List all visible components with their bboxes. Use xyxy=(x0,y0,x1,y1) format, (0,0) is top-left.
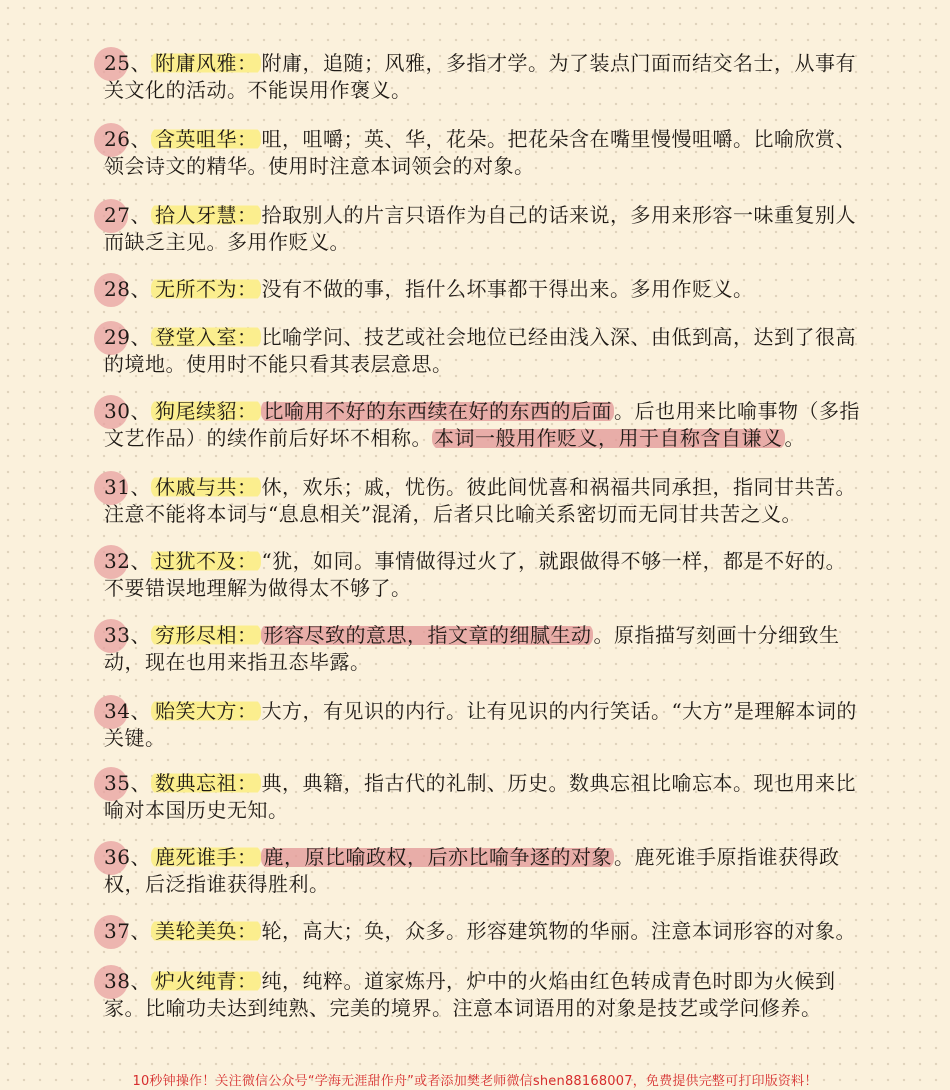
entry-number: 33 xyxy=(104,623,131,647)
idiom-entry xyxy=(104,324,864,378)
idiom-paragraph xyxy=(104,918,864,945)
idiom-definition: 附庸，追随；风雅，多指才学。为了装点门面而结交名士，从事有关文化的活动。不能误用作褒义。 xyxy=(104,51,856,102)
highlighted-definition: 比喻用不好的东西续在好的东西的后面 xyxy=(263,399,612,423)
idiom-paragraph xyxy=(104,844,864,898)
idiom-definition: 。后也用来比喻事物（多指文艺作品）的续作前后好坏不相称。 xyxy=(104,399,860,450)
footer-notice: 10秒钟操作！关注微信公众号“学海无涯甜作舟”或者添加樊老师微信shen88168007，免费提供完整可打印版资料！ xyxy=(132,1074,818,1089)
idiom-paragraph xyxy=(104,698,864,752)
idiom-term: 拾人牙慧： xyxy=(151,203,262,227)
entry-number: 30 xyxy=(104,399,131,423)
idiom-term: 鹿死谁手： xyxy=(151,845,262,869)
idiom-entry xyxy=(104,844,864,898)
entry-separator: 、 xyxy=(130,623,151,647)
entry-number: 27 xyxy=(104,203,131,227)
idiom-term: 穷形尽相： xyxy=(151,623,262,647)
idiom-paragraph xyxy=(104,398,864,452)
entry-separator: 、 xyxy=(130,203,151,227)
entry-separator: 、 xyxy=(130,51,151,75)
entry-separator: 、 xyxy=(130,475,151,499)
idiom-paragraph xyxy=(104,474,864,528)
idiom-definition: “犹，如同。事情做得过火了，就跟做得不够一样，都是不好的。不要错误地理解为做得太不够了。 xyxy=(104,549,847,600)
idiom-term: 含英咀华： xyxy=(151,127,262,151)
entry-number: 31 xyxy=(104,475,131,499)
idiom-entry xyxy=(104,770,864,824)
entry-separator: 、 xyxy=(130,969,151,993)
idiom-entry xyxy=(104,50,864,104)
idiom-definition: 。 xyxy=(784,426,805,450)
idiom-entry xyxy=(104,698,864,752)
idiom-term: 附庸风雅： xyxy=(151,51,262,75)
idiom-paragraph xyxy=(104,50,864,104)
idiom-definition: 大方，有见识的内行。让有见识的内行笑话。“大方”是理解本词的关键。 xyxy=(104,699,857,750)
entry-number: 38 xyxy=(104,969,131,993)
idiom-paragraph xyxy=(104,202,864,256)
entry-separator: 、 xyxy=(130,549,151,573)
idiom-paragraph xyxy=(104,276,864,303)
idiom-term: 贻笑大方： xyxy=(151,699,262,723)
idiom-entry xyxy=(104,276,864,303)
entry-separator: 、 xyxy=(130,127,151,151)
idiom-entry xyxy=(104,548,864,602)
entry-separator: 、 xyxy=(130,771,151,795)
idiom-definition: 没有不做的事，指什么坏事都干得出来。多用作贬义。 xyxy=(261,277,754,301)
entry-number: 32 xyxy=(104,549,131,573)
idiom-term: 数典忘祖： xyxy=(151,771,262,795)
idiom-term: 无所不为： xyxy=(151,277,262,301)
idiom-entry xyxy=(104,398,864,452)
entry-number: 36 xyxy=(104,845,131,869)
entry-separator: 、 xyxy=(130,277,151,301)
highlighted-definition: 形容尽致的意思，指文章的细腻生动 xyxy=(263,623,592,647)
idiom-entry xyxy=(104,202,864,256)
idiom-paragraph xyxy=(104,324,864,378)
idiom-definition: 轮，高大；奂，众多。形容建筑物的华丽。注意本词形容的对象。 xyxy=(261,919,856,943)
idiom-term: 休戚与共： xyxy=(151,475,262,499)
entry-number: 28 xyxy=(104,277,131,301)
idiom-entry xyxy=(104,918,864,945)
entry-separator: 、 xyxy=(130,699,151,723)
idiom-definition: 比喻学问、技艺或社会地位已经由浅入深、由低到高，达到了很高的境地。使用时不能只看其表层意思。 xyxy=(104,325,856,376)
entry-separator: 、 xyxy=(130,919,151,943)
highlighted-definition: 鹿，原比喻政权，后亦比喻争逐的对象 xyxy=(263,845,612,869)
idiom-definition: 休，欢乐；戚，忧伤。彼此间忧喜和祸福共同承担，指同甘共苦。注意不能将本词与“息息相关”混淆，后者只比喻关系密切而无同甘共苦之义。 xyxy=(104,475,856,526)
idiom-definition: 。原指描写刻画十分细致生动，现在也用来指丑态毕露。 xyxy=(104,623,840,674)
entry-separator: 、 xyxy=(130,325,151,349)
entry-number: 37 xyxy=(104,919,131,943)
idiom-paragraph xyxy=(104,548,864,602)
entry-number: 29 xyxy=(104,325,131,349)
idiom-paragraph xyxy=(104,126,864,180)
idiom-term: 过犹不及： xyxy=(151,549,262,573)
idiom-entry xyxy=(104,968,864,1022)
idiom-term: 登堂入室： xyxy=(151,325,262,349)
idiom-entry xyxy=(104,126,864,180)
highlighted-definition: 本词一般用作贬义，用于自称含自谦义 xyxy=(434,426,783,450)
idiom-definition: 咀，咀嚼；英、华，花朵。把花朵含在嘴里慢慢咀嚼。比喻欣赏、领会诗文的精华。使用时注意本词领会的对象。 xyxy=(104,127,856,178)
idiom-entry xyxy=(104,474,864,528)
idiom-paragraph xyxy=(104,770,864,824)
idiom-definition: 。鹿死谁手原指谁获得政权，后泛指谁获得胜利。 xyxy=(104,845,840,896)
idiom-term: 美轮美奂： xyxy=(151,919,262,943)
entry-number: 25 xyxy=(104,51,131,75)
entry-number: 34 xyxy=(104,699,131,723)
idiom-paragraph xyxy=(104,968,864,1022)
idiom-definition: 拾取别人的片言只语作为自己的话来说，多用来形容一味重复别人而缺乏主见。多用作贬义。 xyxy=(104,203,856,254)
entry-separator: 、 xyxy=(130,845,151,869)
idiom-definition: 典，典籍，指古代的礼制、历史。数典忘祖比喻忘本。现也用来比喻对本国历史无知。 xyxy=(104,771,856,822)
idiom-definition: 纯，纯粹。道家炼丹，炉中的火焰由红色转成青色时即为火候到家。比喻功夫达到纯熟、完美的境界。注意本词语用的对象是技艺或学问修养。 xyxy=(104,969,836,1020)
entry-number: 35 xyxy=(104,771,131,795)
entry-separator: 、 xyxy=(130,399,151,423)
idiom-term: 炉火纯青： xyxy=(151,969,262,993)
entry-number: 26 xyxy=(104,127,131,151)
idiom-paragraph xyxy=(104,622,864,676)
idiom-entry xyxy=(104,622,864,676)
idiom-term: 狗尾续貂： xyxy=(151,399,262,423)
